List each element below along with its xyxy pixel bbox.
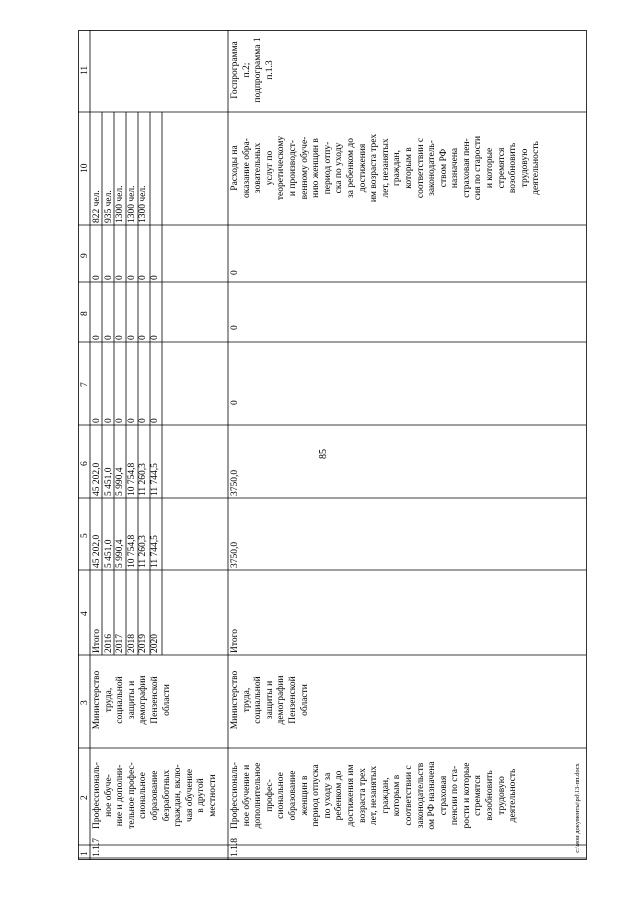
text-line: 0 [92, 275, 102, 280]
text-line: 0 [138, 335, 149, 340]
executor [92, 654, 173, 746]
text-line: сия по старости [473, 135, 484, 201]
text-line: 0 [115, 275, 126, 280]
text-line: тельное профес- [126, 762, 137, 829]
text-line: 0 [149, 418, 160, 423]
text-line: пенсии по ста- [450, 765, 461, 826]
footer-filepath: с:\мои документы\pd\13-пп.docx [574, 763, 581, 853]
row-number: 1.1.8 [230, 838, 240, 857]
text-line: 0 [126, 335, 137, 340]
text-line: по уходу за [322, 772, 333, 819]
text-line: 2016 [103, 634, 114, 653]
col7-value: 0 [230, 400, 240, 405]
text-line: 1300 чел. [138, 185, 149, 223]
text-line: женщин в [299, 775, 310, 816]
text-line: Профессиональ- [230, 762, 240, 829]
text-line: 2017 [115, 634, 126, 653]
text-line: защиты и [264, 680, 275, 720]
text-line: 0 [92, 335, 102, 340]
text-line: достижения [357, 143, 368, 193]
text-line: назначена [450, 147, 461, 189]
text-line: 0 [138, 275, 149, 280]
text-line: соответствии с [403, 765, 414, 826]
text-line: возобновить [485, 770, 496, 821]
text-line: ством РФ [438, 148, 449, 188]
col-header-3: 3 [80, 700, 90, 705]
text-line: стремятся [473, 775, 484, 816]
text-line: 2020 [149, 634, 160, 653]
text-line: социальной [253, 676, 264, 724]
text-line: образование [149, 770, 160, 821]
executor [230, 654, 311, 746]
col-header-1: 1 [80, 851, 90, 856]
col8-value: 0 [230, 325, 240, 330]
text-line: демографии [276, 675, 287, 725]
text-line: деятельность [508, 768, 519, 823]
text-line: стремятся [496, 147, 507, 189]
text-line: Итого [92, 628, 102, 653]
text-line: 10 754,8 [126, 534, 137, 568]
text-line: и которые [485, 147, 496, 189]
text-line: ное обуче- [103, 774, 114, 817]
text-line: 5 990,4 [115, 467, 126, 496]
text-line: Госпрограмма [230, 41, 240, 99]
col10-values [92, 186, 150, 224]
col-header-6: 6 [80, 461, 90, 466]
text-line: 822 чел. [92, 190, 102, 223]
col9-value: 0 [230, 270, 240, 275]
text-line: 0 [103, 275, 114, 280]
text-line: 2019 [138, 634, 149, 653]
col-header-7: 7 [80, 382, 90, 387]
text-line: местности [207, 774, 218, 817]
text-line: труда, [241, 687, 252, 713]
text-line: ное обучение и [241, 764, 252, 827]
text-line: п.1.3 [264, 60, 275, 80]
text-line: 0 [103, 335, 114, 340]
text-line: 0 [149, 275, 160, 280]
text-line: им возраста трех [369, 133, 380, 203]
text-line: 0 [126, 418, 137, 423]
text-line: граждан, [392, 150, 403, 186]
text-line: 11 260,3 [138, 463, 149, 496]
text-line: 1300 чел. [115, 185, 126, 223]
measure-name [92, 748, 220, 843]
col6-value: 3750,0 [230, 469, 240, 496]
text-line: Пензенской [287, 676, 298, 724]
text-line: сиональное [276, 772, 287, 819]
text-line: 11 744,5 [149, 463, 160, 496]
text-line: трудовую [519, 148, 530, 188]
text-line: страховая пен- [461, 138, 472, 198]
row-number: 1.1.7 [92, 838, 102, 857]
text-line: лет, незанятых [369, 765, 380, 826]
text-line: и производст- [287, 139, 298, 197]
text-line: 5 990,4 [115, 539, 126, 568]
text-line: чая обучение [184, 768, 195, 823]
text-line: возраста трех [357, 768, 368, 823]
text-line: достижения им [345, 764, 356, 827]
text-line: 0 [126, 275, 137, 280]
text-line: 2018 [126, 634, 137, 653]
text-line: защиты и [126, 680, 137, 720]
text-line: Министерство [230, 670, 240, 730]
text-line: дополнительное [253, 762, 264, 829]
text-line: Профессиональ- [92, 762, 102, 829]
text-line: ние и дополни- [115, 764, 126, 827]
text-line: области [299, 684, 310, 716]
text-line: законодательств [415, 762, 426, 829]
col-header-8: 8 [80, 311, 90, 316]
page-number: 85 [318, 449, 329, 459]
col-header-4: 4 [80, 611, 90, 616]
text-line: 935 чел. [103, 190, 114, 223]
text-line: теоретическому [276, 135, 287, 201]
text-line: 11 744,5 [149, 535, 160, 568]
col5-value: 3750,0 [230, 541, 240, 568]
text-line: Министерство [92, 670, 102, 730]
text-line: 0 [92, 418, 102, 423]
text-line: 0 [103, 418, 114, 423]
text-line: 45 202,0 [92, 462, 102, 496]
col10-description [230, 113, 543, 223]
text-line: 0 [138, 418, 149, 423]
text-line: ска по уходу [334, 142, 345, 194]
col-header-2: 2 [80, 795, 90, 800]
text-line: 5 451,0 [103, 539, 114, 568]
col8-values [92, 335, 162, 340]
text-line: 10 754,8 [126, 462, 137, 496]
text-line: профес- [264, 779, 275, 812]
col9-values [92, 275, 162, 280]
col-header-9: 9 [80, 253, 90, 258]
text-line: 0 [115, 335, 126, 340]
text-line: ом РФ назначена [427, 761, 438, 830]
text-line: Пензенской [149, 676, 160, 724]
text-line: за ребенком до [345, 138, 356, 198]
text-line: 45 202,0 [92, 534, 102, 568]
text-line: 5 451,0 [103, 467, 114, 496]
text-line: подпрограмма 1 [253, 37, 264, 103]
year-column [92, 629, 162, 653]
text-line: 0 [115, 418, 126, 423]
text-line: ребенком до [334, 770, 345, 821]
text-line: 0 [149, 335, 160, 340]
text-line: труда, [103, 687, 114, 713]
text-line: п.2; [241, 62, 252, 78]
measure-name [230, 748, 520, 843]
text-line: Расходы на [230, 145, 240, 191]
text-line: социальной [115, 676, 126, 724]
text-line: которым в [403, 147, 414, 189]
col11-reference [230, 30, 276, 110]
rotated-table [78, 30, 596, 860]
text-line: граждан, [380, 777, 391, 814]
text-line: которым в [392, 774, 403, 817]
col5-values [92, 535, 162, 568]
text-line: услуг по [264, 150, 275, 186]
text-line: 1300 чел. [126, 185, 137, 223]
text-line: области [161, 684, 172, 716]
year-total: Итого [230, 628, 240, 653]
text-line: период отпу- [322, 141, 333, 195]
text-line: зовательных [253, 142, 264, 194]
text-line: период отпуска [311, 764, 322, 827]
text-line: деятельность [531, 141, 542, 195]
text-line: соответствии с [415, 137, 426, 199]
text-line: в другой [196, 778, 207, 813]
text-line: демографии [138, 675, 149, 725]
text-line: венному обуче- [299, 136, 310, 200]
col7-values [92, 418, 162, 423]
text-line: 11 260,3 [138, 535, 149, 568]
text-line: рости и которые [461, 762, 472, 829]
text-line: страховая [438, 775, 449, 816]
col-header-10: 10 [80, 163, 90, 173]
text-line: возобновить [508, 142, 519, 194]
text-line: трудовую [496, 776, 507, 815]
col-header-5: 5 [80, 533, 90, 538]
text-line: безработных [161, 769, 172, 822]
text-line: нию женщин в [311, 138, 322, 198]
text-line: оказание обра- [241, 138, 252, 198]
text-line: сиональное [138, 772, 149, 819]
col-header-11: 11 [80, 65, 90, 75]
col6-values [92, 463, 162, 496]
text-line: законодатель- [427, 140, 438, 196]
text-line: лет, незанятых [380, 138, 391, 198]
text-line: граждан, вклю- [173, 764, 184, 827]
text-line: образование [287, 770, 298, 821]
